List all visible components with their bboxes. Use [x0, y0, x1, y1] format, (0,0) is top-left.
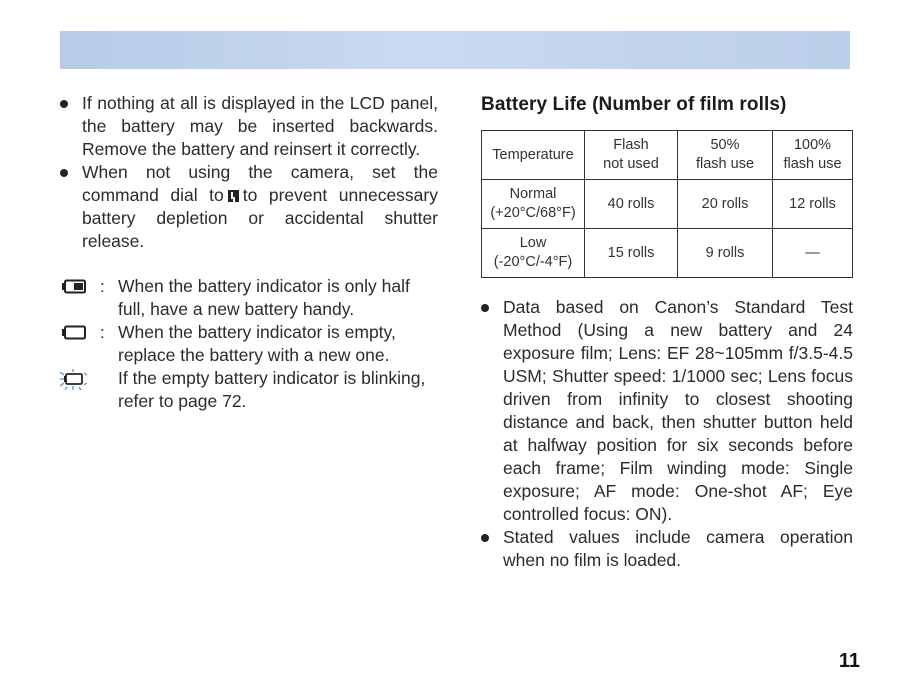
header-band	[60, 31, 850, 69]
svg-text::: :	[100, 277, 105, 296]
battery-empty-icon	[60, 323, 114, 343]
temp-label: Low (-20°C/-4°F)	[493, 235, 573, 270]
list-item	[60, 161, 438, 253]
header-label: Temperature	[492, 146, 574, 163]
list-item	[60, 92, 438, 161]
battery-life-table	[481, 130, 853, 278]
table-cell: —	[773, 229, 853, 278]
note-text: Stated values include camera operation when no film is loaded.	[503, 527, 853, 570]
left-column	[60, 92, 438, 413]
svg-text::: :	[100, 323, 105, 342]
header-50-flash	[678, 131, 773, 180]
list-item	[60, 367, 438, 413]
indicator-text: If the empty battery indicator is blinking, refer to page 72.	[118, 368, 426, 411]
page-number: 11	[838, 650, 860, 672]
table-row	[482, 180, 853, 229]
header-label: 50% flash use	[695, 137, 755, 172]
header-label: 100% flash use	[783, 137, 842, 172]
right-column	[481, 94, 853, 572]
note-text: Data based on Canon’s Standard Test Method (Using a new battery and 24 exposure film; Lens: EF 28~105mm f/3.5-4.5 USM; Shutter speed: 1/1000 sec; Lens focus driven from infinity to closest shooting distance and back, then shutter button held at halfway position for six seconds before each frame; Film winding mode: Single exposure; AF mode: One-shot AF; Eye controlled focus: ON).	[503, 297, 853, 524]
table-title: Battery Life (Number of film rolls)	[481, 94, 787, 115]
bullet-text: If nothing at all is displayed in the LCD panel, the battery may be inserted backwards. Remove the battery and reinsert it correctly.	[82, 93, 438, 159]
header-flash-not-used	[585, 131, 678, 180]
bullet-dot-icon	[481, 534, 489, 542]
temp-cell	[482, 180, 585, 229]
bullet-text: When not using the camera, set the command dial to	[82, 162, 438, 205]
header-label: Flash not used	[603, 137, 659, 172]
bullet-dot-icon	[60, 100, 68, 108]
list-item	[481, 526, 853, 572]
left-bullet-list	[60, 92, 438, 253]
temp-label: Normal (+20°C/68°F)	[490, 186, 576, 221]
temp-cell	[482, 229, 585, 278]
bullet-dot-icon	[481, 304, 489, 312]
lock-L-icon	[228, 190, 239, 202]
table-row	[482, 229, 853, 278]
bullet-text: to prevent unnecessary battery depletion or accidental shutter release.	[82, 185, 438, 251]
table-cell: 15 rolls	[585, 229, 678, 278]
battery-blinking-icon	[60, 369, 114, 389]
battery-indicator-list	[60, 275, 438, 413]
table-cell: 9 rolls	[678, 229, 773, 278]
table-cell: 12 rolls	[773, 180, 853, 229]
list-item	[481, 296, 853, 526]
bullet-dot-icon	[60, 169, 68, 177]
notes-list	[481, 296, 853, 572]
table-cell: 40 rolls	[585, 180, 678, 229]
header-100-flash	[773, 131, 853, 180]
indicator-text: When the battery indicator is empty, replace the battery with a new one.	[118, 322, 396, 365]
indicator-text: When the battery indicator is only half full, have a new battery handy.	[118, 276, 410, 319]
list-item	[60, 275, 438, 321]
list-item	[60, 321, 438, 367]
battery-half-icon	[60, 277, 114, 297]
header-temperature	[482, 131, 585, 180]
table-header-row	[482, 131, 853, 180]
table-cell: 20 rolls	[678, 180, 773, 229]
